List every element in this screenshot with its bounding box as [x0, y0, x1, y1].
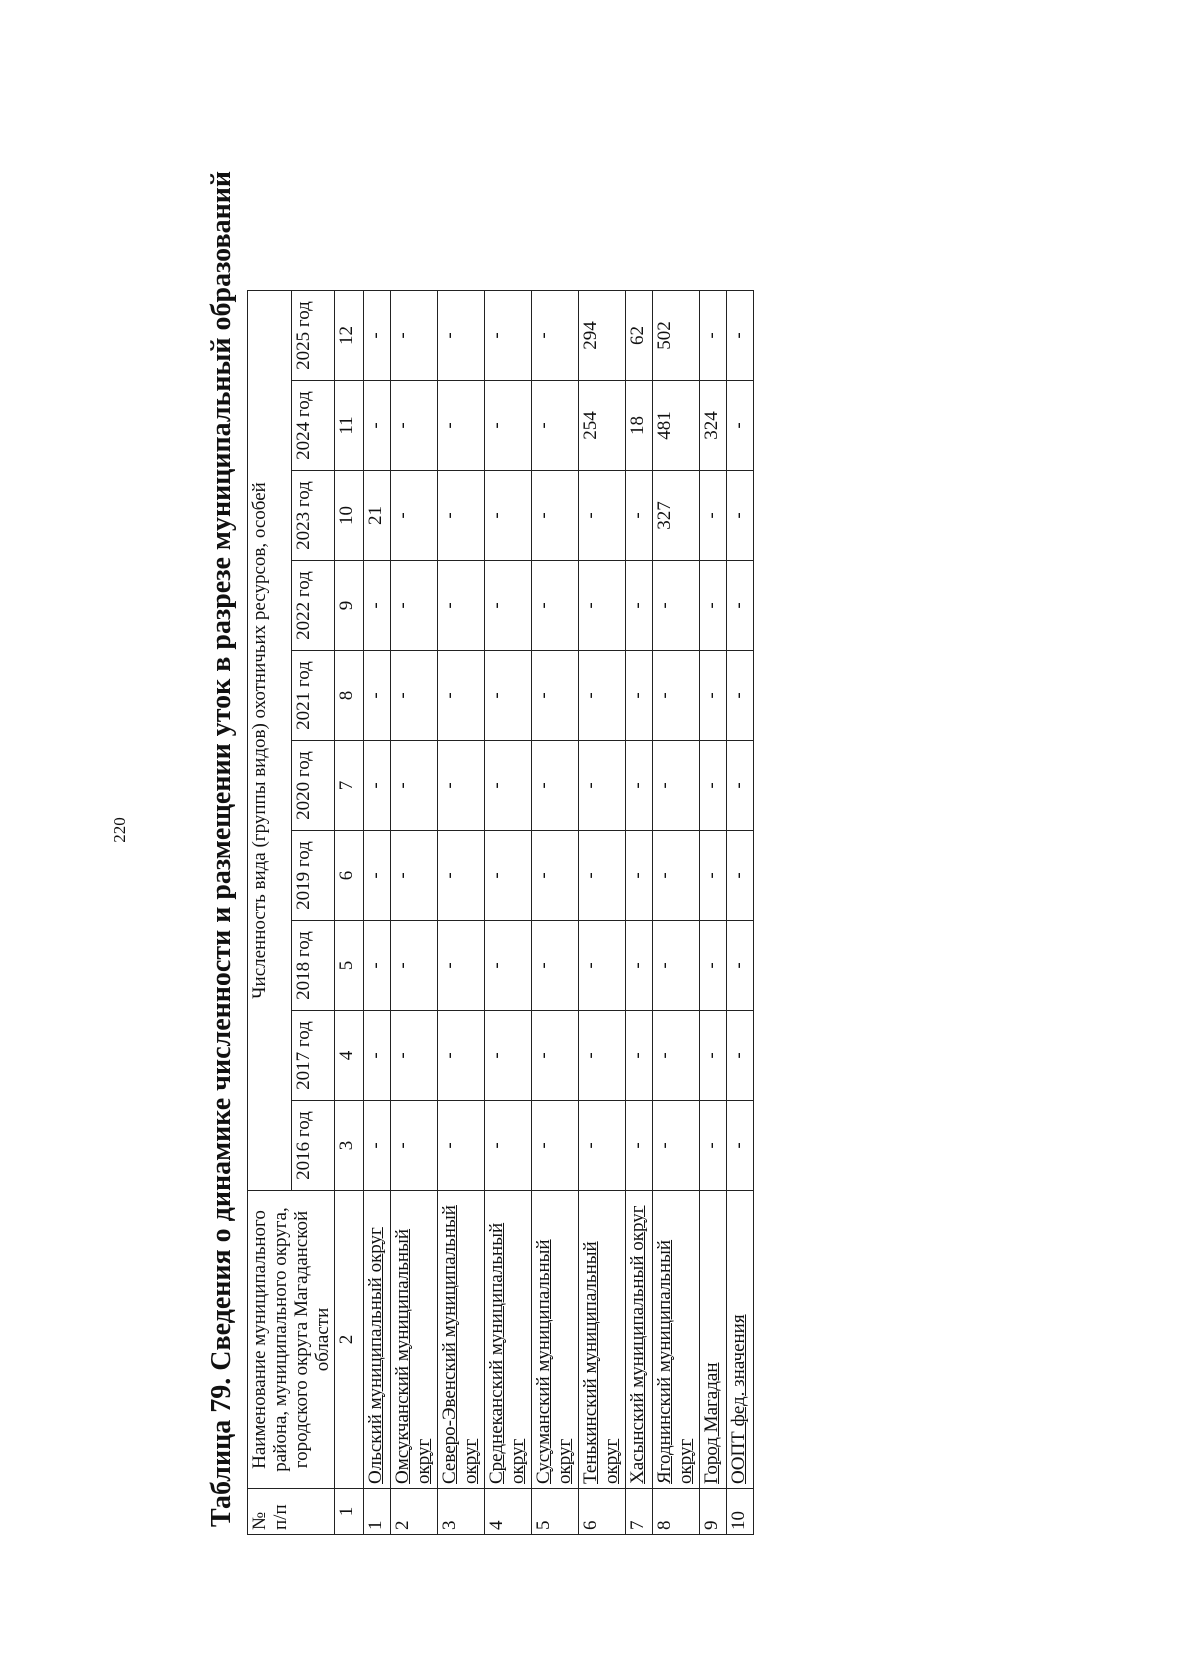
value-cell: - [532, 741, 579, 831]
value-cell: 324 [700, 381, 727, 471]
value-cell: - [727, 381, 754, 471]
row-number: 8 [653, 1489, 700, 1535]
row-name-cell [532, 1191, 579, 1489]
value-cell: - [485, 561, 532, 651]
table-body [335, 291, 754, 1535]
header-year: 2024 год [291, 381, 335, 471]
value-cell: - [485, 741, 532, 831]
value-cell: - [626, 831, 653, 921]
header-row-top [248, 291, 292, 1535]
value-cell: - [532, 291, 579, 381]
value-cell: 481 [653, 381, 700, 471]
header-group: Численность вида (группы видов) охотничьих ресурсов, особей [248, 291, 292, 1191]
value-cell: - [579, 921, 626, 1011]
header-year: 2018 год [291, 921, 335, 1011]
value-cell: - [579, 831, 626, 921]
value-cell: - [532, 651, 579, 741]
value-cell: - [485, 651, 532, 741]
row-number: 10 [727, 1489, 754, 1535]
page-number: 220 [110, 817, 129, 843]
value-cell: - [391, 381, 438, 471]
header-name: Наименование муниципального района, муниципального округа, городского округа Магаданской области [248, 1191, 335, 1489]
value-cell: - [700, 1101, 727, 1191]
value-cell: 294 [579, 291, 626, 381]
row-number: 9 [700, 1489, 727, 1535]
value-cell: - [438, 561, 485, 651]
index-cell: 7 [335, 741, 364, 831]
value-cell: 62 [626, 291, 653, 381]
table-row [438, 291, 485, 1535]
value-cell: - [727, 561, 754, 651]
value-cell: - [485, 291, 532, 381]
value-cell: - [626, 471, 653, 561]
value-cell: - [438, 381, 485, 471]
value-cell: - [727, 1011, 754, 1101]
value-cell: - [391, 741, 438, 831]
row-number: 7 [626, 1489, 653, 1535]
municipality-name: Ягоднинский муниципальный округ [654, 1239, 696, 1484]
value-cell: - [485, 921, 532, 1011]
header-year: 2020 год [291, 741, 335, 831]
municipality-name: ООПТ фед. значения [728, 1314, 749, 1484]
value-cell: - [438, 921, 485, 1011]
row-name-cell [653, 1191, 700, 1489]
value-cell: - [579, 651, 626, 741]
header-year: 2022 год [291, 561, 335, 651]
municipality-name: Сусуманский муниципальный округ [533, 1239, 575, 1484]
value-cell: - [364, 291, 391, 381]
table-row [391, 291, 438, 1535]
index-cell: 5 [335, 921, 364, 1011]
value-cell: - [727, 921, 754, 1011]
value-cell: - [727, 651, 754, 741]
value-cell: - [626, 651, 653, 741]
value-cell: - [485, 471, 532, 561]
value-cell: - [700, 921, 727, 1011]
value-cell: - [700, 651, 727, 741]
value-cell: - [391, 1011, 438, 1101]
value-cell: - [532, 381, 579, 471]
row-name-cell [391, 1191, 438, 1489]
value-cell: - [391, 291, 438, 381]
table-row [700, 291, 727, 1535]
index-row [335, 291, 364, 1535]
row-number: 3 [438, 1489, 485, 1535]
value-cell: - [485, 1101, 532, 1191]
row-name-cell [579, 1191, 626, 1489]
value-cell: - [727, 291, 754, 381]
value-cell: - [579, 561, 626, 651]
municipality-name: Ольский муниципальный округ [365, 1227, 386, 1484]
value-cell: - [485, 831, 532, 921]
table-row [579, 291, 626, 1535]
value-cell: - [532, 471, 579, 561]
table-row [532, 291, 579, 1535]
value-cell: - [700, 561, 727, 651]
value-cell: - [532, 1011, 579, 1101]
index-cell: 1 [335, 1489, 364, 1535]
row-name-cell [438, 1191, 485, 1489]
value-cell: - [391, 651, 438, 741]
value-cell: - [391, 561, 438, 651]
header-year: 2017 год [291, 1011, 335, 1101]
value-cell: - [391, 1101, 438, 1191]
value-cell: - [700, 471, 727, 561]
value-cell: - [626, 1011, 653, 1101]
value-cell: - [727, 831, 754, 921]
value-cell: 18 [626, 381, 653, 471]
value-cell: - [485, 1011, 532, 1101]
municipality-name: Северо-Эвенский муниципальный округ [439, 1205, 481, 1484]
row-number: 4 [485, 1489, 532, 1535]
header-year: 2016 год [291, 1101, 335, 1191]
value-cell: - [364, 561, 391, 651]
value-cell: - [700, 291, 727, 381]
value-cell: - [579, 1101, 626, 1191]
value-cell: - [364, 1011, 391, 1101]
value-cell: - [364, 741, 391, 831]
table-row [626, 291, 653, 1535]
value-cell: - [626, 561, 653, 651]
value-cell: - [438, 831, 485, 921]
value-cell: - [391, 921, 438, 1011]
table-row [653, 291, 700, 1535]
value-cell: - [532, 921, 579, 1011]
municipality-name: Омсукчанский муниципальный округ [392, 1228, 434, 1484]
value-cell: - [364, 1101, 391, 1191]
index-cell: 12 [335, 291, 364, 381]
row-name-cell [485, 1191, 532, 1489]
index-cell: 6 [335, 831, 364, 921]
value-cell: - [438, 1101, 485, 1191]
value-cell: - [364, 651, 391, 741]
table-row [364, 291, 391, 1535]
header-num: № п/п [248, 1489, 335, 1535]
value-cell: - [700, 741, 727, 831]
value-cell: 327 [653, 471, 700, 561]
row-number: 1 [364, 1489, 391, 1535]
value-cell: - [364, 921, 391, 1011]
row-name-cell [364, 1191, 391, 1489]
value-cell: - [700, 831, 727, 921]
value-cell: - [727, 1101, 754, 1191]
value-cell: - [653, 1101, 700, 1191]
value-cell: - [653, 651, 700, 741]
value-cell: - [438, 291, 485, 381]
index-cell: 4 [335, 1011, 364, 1101]
value-cell: - [653, 1011, 700, 1101]
duck-population-table [247, 290, 754, 1535]
value-cell: - [532, 561, 579, 651]
index-cell: 3 [335, 1101, 364, 1191]
value-cell: - [727, 741, 754, 831]
value-cell: - [579, 1011, 626, 1101]
value-cell: - [653, 831, 700, 921]
value-cell: 21 [364, 471, 391, 561]
index-cell: 10 [335, 471, 364, 561]
value-cell: - [700, 1011, 727, 1101]
value-cell: - [653, 921, 700, 1011]
municipality-name: Среднеканский муниципальный округ [486, 1222, 528, 1484]
value-cell: - [438, 651, 485, 741]
value-cell: - [626, 1101, 653, 1191]
value-cell: - [485, 381, 532, 471]
table-row [485, 291, 532, 1535]
table-row [727, 291, 754, 1535]
value-cell: - [364, 831, 391, 921]
index-cell: 9 [335, 561, 364, 651]
value-cell: - [391, 831, 438, 921]
header-year: 2019 год [291, 831, 335, 921]
index-cell: 8 [335, 651, 364, 741]
row-name-cell [727, 1191, 754, 1489]
value-cell: 254 [579, 381, 626, 471]
municipality-name: Хасынский муниципальный округ [627, 1205, 648, 1484]
value-cell: - [727, 471, 754, 561]
value-cell: - [626, 741, 653, 831]
row-number: 2 [391, 1489, 438, 1535]
row-number: 5 [532, 1489, 579, 1535]
value-cell: - [579, 741, 626, 831]
header-year: 2025 год [291, 291, 335, 381]
value-cell: - [438, 471, 485, 561]
value-cell: - [438, 1011, 485, 1101]
value-cell: - [391, 471, 438, 561]
value-cell: - [438, 741, 485, 831]
index-cell: 11 [335, 381, 364, 471]
document-sheet [205, 107, 845, 1557]
municipality-name: Город Магадан [701, 1362, 722, 1484]
header-year: 2021 год [291, 651, 335, 741]
row-number: 6 [579, 1489, 626, 1535]
value-cell: 502 [653, 291, 700, 381]
value-cell: - [532, 1101, 579, 1191]
index-cell: 2 [335, 1191, 364, 1489]
municipality-name: Тенькинский муниципальный округ [580, 1241, 622, 1484]
value-cell: - [626, 921, 653, 1011]
value-cell: - [579, 471, 626, 561]
value-cell: - [364, 381, 391, 471]
value-cell: - [532, 831, 579, 921]
row-name-cell [626, 1191, 653, 1489]
value-cell: - [653, 561, 700, 651]
table-title: Таблица 79. Сведения о динамике численности и размещении уток в разрезе муниципальный образований [206, 170, 237, 1527]
row-name-cell [700, 1191, 727, 1489]
header-year: 2023 год [291, 471, 335, 561]
value-cell: - [653, 741, 700, 831]
